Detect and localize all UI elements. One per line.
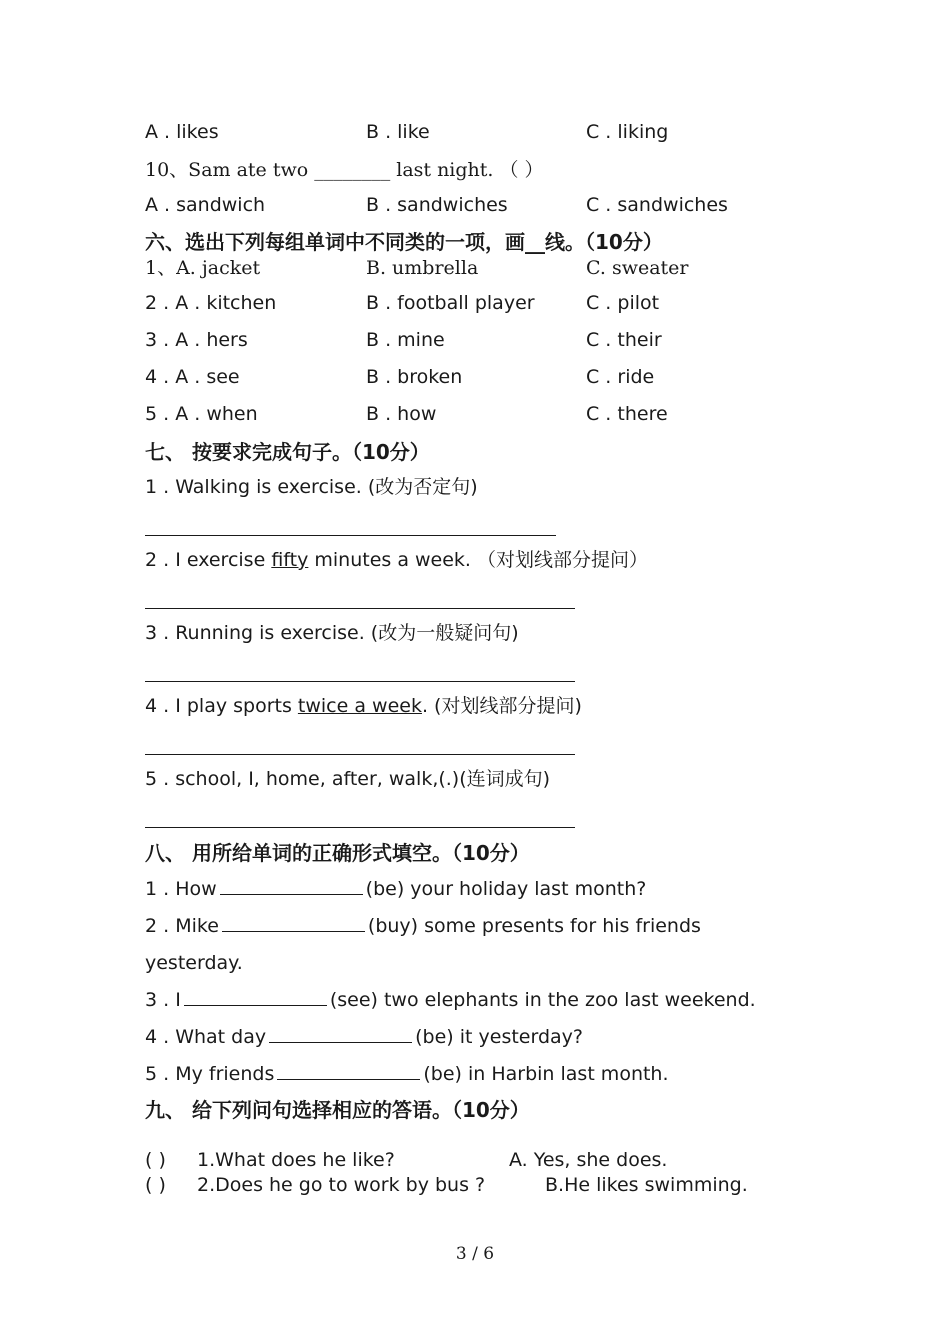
underlined-word: fifty	[271, 549, 309, 571]
section6-option: B . broken	[366, 366, 463, 388]
fill-blank	[222, 913, 365, 932]
item-suffix: (be) it yesterday?	[415, 1026, 583, 1048]
q10-option-a: A . sandwich	[145, 194, 266, 216]
section7-item-5: 5 . school, I, home, after, walk,(.)(连词成句)	[145, 768, 551, 790]
section7-item-4-text-end: . (对划线部分提问)	[421, 695, 582, 717]
section7-item-2-text-end: minutes a week. （对划线部分提问）	[308, 549, 649, 571]
fill-blank	[220, 876, 363, 895]
answer-text: A. Yes, she does.	[509, 1149, 668, 1171]
section7-item-2-text: 2 . I exercise	[145, 549, 272, 571]
section9-title: 九、 给下列问句选择相应的答语。（10分）	[145, 1098, 530, 1122]
fill-blank	[277, 1061, 420, 1080]
section6-option: C . pilot	[586, 292, 660, 314]
section8-item-2-continuation: yesterday.	[145, 952, 243, 974]
answer-line	[145, 681, 575, 682]
item-suffix: (be) your holiday last month?	[365, 878, 647, 900]
q9-option-c: C . liking	[586, 121, 669, 143]
q9-option-b: B . like	[366, 121, 430, 143]
section6-option: B . football player	[366, 292, 535, 314]
section6-option: C. sweater	[586, 257, 689, 279]
fill-blank	[184, 987, 327, 1006]
section7-item-2	[145, 548, 648, 572]
item-suffix: (buy) some presents for his friends	[367, 915, 701, 937]
section6-option: C . their	[586, 329, 662, 351]
section8-item-1	[145, 876, 646, 901]
section8-item-3	[145, 987, 756, 1012]
item-prefix: 3 . I	[145, 989, 181, 1011]
answer-bracket: ( )	[145, 1174, 166, 1196]
section6-option: 5 . A . when	[145, 403, 258, 425]
section6-option: 3 . A . hers	[145, 329, 248, 351]
item-prefix: 2 . Mike	[145, 915, 219, 937]
answer-line	[145, 754, 575, 755]
answer-text: B.He likes swimming.	[545, 1174, 748, 1196]
answer-bracket: ( )	[145, 1149, 166, 1171]
section6-option: C . ride	[586, 366, 655, 388]
item-prefix: 5 . My friends	[145, 1063, 275, 1085]
answer-line	[145, 535, 556, 536]
item-prefix: 4 . What day	[145, 1026, 267, 1048]
section8-item-5	[145, 1061, 669, 1086]
item-prefix: 1 . How	[145, 878, 217, 900]
section7-item-4-text: 4 . I play sports	[145, 695, 298, 717]
section7-item-3: 3 . Running is exercise. (改为一般疑问句)	[145, 622, 519, 644]
item-suffix: (be) in Harbin last month.	[423, 1063, 669, 1085]
q10-option-c: C . sandwiches	[586, 194, 728, 216]
section6-option: 4 . A . see	[145, 366, 240, 388]
section8-title: 八、 用所给单词的正确形式填空。（10分）	[145, 841, 530, 865]
q9-option-a: A . likes	[145, 121, 219, 143]
page-number: 3 / 6	[455, 1244, 495, 1264]
section6-option: C . there	[586, 403, 668, 425]
section7-item-1: 1 . Walking is exercise. (改为否定句)	[145, 476, 478, 498]
section6-option: B . how	[366, 403, 437, 425]
q10-stem: 10、Sam ate two ________ last night. （ ）	[145, 159, 544, 181]
section7-title: 七、 按要求完成句子。（10分）	[145, 440, 430, 464]
section8-item-2	[145, 913, 701, 938]
underlined-phrase: twice a week	[297, 695, 422, 717]
section6-option: 1、A. jacket	[145, 257, 261, 279]
section8-item-4	[145, 1024, 583, 1049]
fill-blank	[269, 1024, 412, 1043]
question-text: 1.What does he like?	[197, 1149, 395, 1171]
answer-line	[145, 827, 575, 828]
question-text: 2.Does he go to work by bus ?	[197, 1174, 486, 1196]
section6-option: 2 . A . kitchen	[145, 292, 277, 314]
q10-option-b: B . sandwiches	[366, 194, 508, 216]
section6-option: B . mine	[366, 329, 445, 351]
answer-line	[145, 608, 575, 609]
section6-option: B. umbrella	[366, 257, 479, 279]
section7-item-4	[145, 694, 582, 718]
section6-title: 六、选出下列每组单词中不同类的一项，画__线。（10分）	[145, 230, 663, 254]
item-suffix: (see) two elephants in the zoo last weekend.	[329, 989, 756, 1011]
